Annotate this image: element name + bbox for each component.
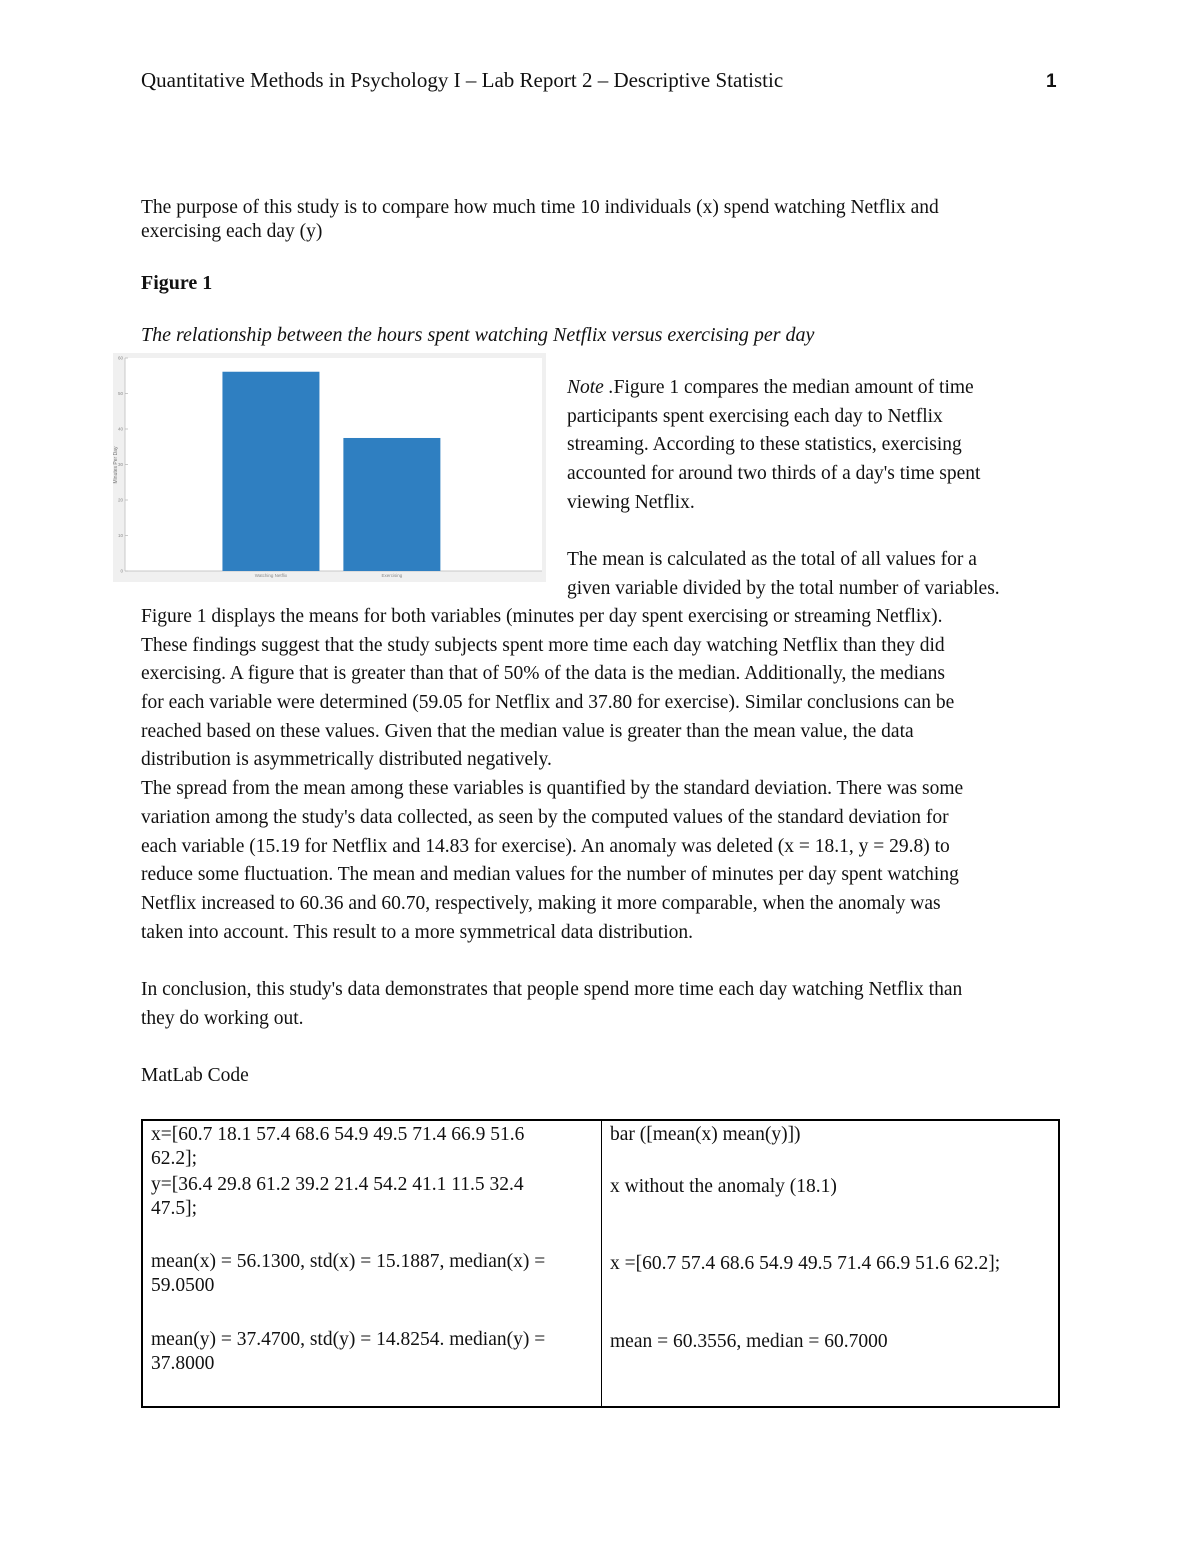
bar-chart-svg <box>113 353 546 582</box>
code-x-definition <box>151 1123 524 1171</box>
code-heading-text: MatLab Code <box>141 1065 249 1086</box>
bar-watching-netflix <box>222 372 319 571</box>
code-anomaly-note: x without the anomaly (18.1) <box>610 1176 837 1197</box>
code-table <box>141 1119 1060 1408</box>
body-line: Netflix increased to 60.36 and 60.70, respectively, making it more comparable, when the anomaly was <box>141 892 941 914</box>
body-line: reached based on these values. Given that the median value is greater than the mean value, the data <box>141 720 914 742</box>
code-table-divider <box>601 1121 602 1406</box>
y-tick-label: 20 <box>117 497 123 503</box>
body-line: The spread from the mean among these variables is quantified by the standard deviation. There was some <box>141 778 964 800</box>
note-text: Figure 1 compares the median amount of time <box>613 377 974 398</box>
note-line <box>567 374 980 403</box>
figure-label: Figure 1 <box>141 272 213 294</box>
code-line: 37.8000 <box>151 1353 215 1374</box>
note-line: accounted for around two thirds of a day's time spent <box>567 463 981 485</box>
code-y-stats <box>151 1328 545 1376</box>
code-line: x=[60.7 18.1 57.4 68.6 54.9 49.5 71.4 66.9 51.6 <box>151 1124 525 1145</box>
body-line: variation among the study's data collected, as seen by the computed values of the standard deviation for <box>141 806 949 828</box>
code-line: 59.0500 <box>151 1275 215 1296</box>
intro-paragraph <box>141 196 939 244</box>
body-line: reduce some fluctuation. The mean and median values for the number of minutes per day spent watching <box>141 864 959 886</box>
body-line: These findings suggest that the study subjects spent more time each day watching Netflix than they did <box>141 634 945 656</box>
code-y-definition <box>151 1173 524 1221</box>
y-tick-label: 40 <box>117 426 123 432</box>
code-x-clean: x =[60.7 57.4 68.6 54.9 49.5 71.4 66.9 51.6 62.2]; <box>610 1253 1001 1274</box>
body-line: Figure 1 displays the means for both variables (minutes per day spent exercising or streaming Netflix). <box>141 606 943 627</box>
note-line: streaming. According to these statistics, exercising <box>567 434 962 456</box>
body-line: for each variable were determined (59.05 for Netflix and 37.80 for exercise). Similar conclusions can be <box>141 692 955 714</box>
body-line: taken into account. This result to a more symmetrical data distribution. <box>141 921 694 943</box>
body-line: distribution is asymmetrically distributed negatively. <box>141 749 552 771</box>
y-tick-label: 30 <box>117 462 123 467</box>
note-label: Note . <box>567 377 614 398</box>
code-bar-command: bar ([mean(x) mean(y)]) <box>610 1124 801 1145</box>
y-tick-label: 10 <box>117 533 123 538</box>
code-x-stats <box>151 1250 545 1298</box>
conclusion-line: In conclusion, this study's data demonstrates that people spend more time each day watching Netflix than <box>141 979 963 1000</box>
body-line: exercising. A figure that is greater than that of 50% of the data is the median. Additionally, the medians <box>141 663 945 685</box>
note-line: participants spent exercising each day to Netflix <box>567 405 943 427</box>
intro-line: exercising each day (y) <box>141 221 323 242</box>
code-clean-stats: mean = 60.3556, median = 60.7000 <box>610 1331 888 1352</box>
x-tick-label: Watching Netflix <box>254 573 288 578</box>
mean-paragraph-body <box>141 603 963 947</box>
x-label-group <box>255 573 403 578</box>
note-paragraph <box>567 374 980 517</box>
y-tick-label: 0 <box>120 568 123 574</box>
code-heading <box>141 1062 249 1091</box>
plot-area <box>125 358 542 571</box>
y-axis-label: Minutes Per Day <box>113 446 119 484</box>
running-header: Quantitative Methods in Psychology I – Lab Report 2 – Descriptive Statistic <box>141 68 784 92</box>
conclusion-paragraph <box>141 976 962 1033</box>
x-tick-label: Exercising <box>381 573 403 578</box>
mean-paragraph-start <box>567 546 1000 603</box>
figure-caption: The relationship between the hours spent watching Netflix versus exercising per day <box>141 324 815 346</box>
code-line: y=[36.4 29.8 61.2 39.2 21.4 54.2 41.1 11.5 32.4 <box>151 1174 524 1195</box>
bar-chart <box>113 353 546 582</box>
bar-exercising <box>343 438 440 571</box>
conclusion-line: they do working out. <box>141 1007 304 1029</box>
code-line: mean(x) = 56.1300, std(x) = 15.1887, median(x) = <box>151 1251 546 1272</box>
body-line: each variable (15.19 for Netflix and 14.83 for exercise). An anomaly was deleted (x = 18.1, y = 29.8) to <box>141 835 950 857</box>
page-number: 1 <box>1046 71 1057 92</box>
y-tick-label: 60 <box>117 355 123 361</box>
mean-line: The mean is calculated as the total of all values for a <box>567 549 977 570</box>
intro-line: The purpose of this study is to compare how much time 10 individuals (x) spend watching Netflix and <box>141 197 939 218</box>
note-line: viewing Netflix. <box>567 491 695 513</box>
code-line: 62.2]; <box>151 1148 198 1169</box>
mean-line: given variable divided by the total number of variables. <box>567 577 1000 599</box>
code-line: 47.5]; <box>151 1198 198 1219</box>
code-line: mean(y) = 37.4700, std(y) = 14.8254. median(y) = <box>151 1329 546 1350</box>
y-tick-label: 50 <box>117 391 123 396</box>
